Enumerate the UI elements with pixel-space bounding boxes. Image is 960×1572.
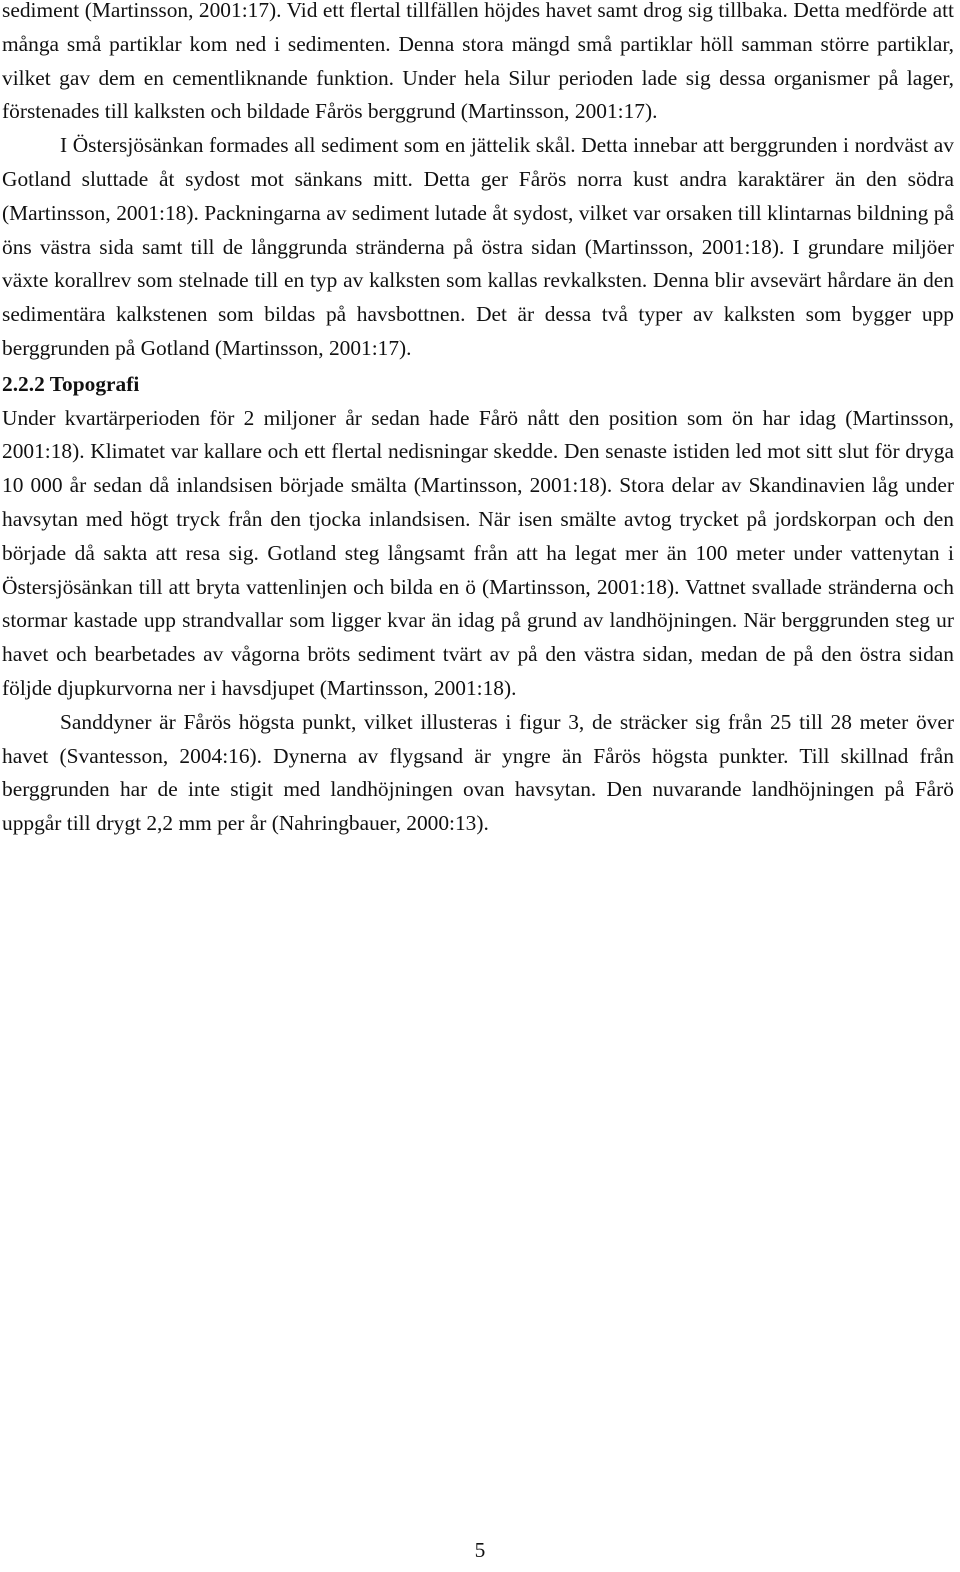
paragraph-berggrund-sediment: sediment (Martinsson, 2001:17). Vid ett flertal tillfällen höjdes havet samt drog sig tillbaka. Detta medförde att många små partiklar kom ned i sedimenten. Denna stora mängd små partiklar höll samman större partiklar, vilket gav dem en cementliknande funktion. Under hela Silur perioden lade sig dessa organismer på lager, förstenades till kalksten och bildade Fårös berggrund (Martinsson, 2001:17). [2, 0, 954, 124]
paragraph-ostersjosankan: I Östersjösänkan formades all sediment som en jättelik skål. Detta innebar att berggrunden i nordväst av Gotland sluttade åt sydost mot sänkans mitt. Detta ger Fårös norra kust andra karaktärer än den södra (Martinsson, 2001:18). Packningarna av sediment lutade åt sydost, vilket var orsaken till klintarnas bildning på öns västra sida samt till de långgrunda stränderna på östra sidan (Martinsson, 2001:18). I grundare miljöer växte korallrev som stelnade till en typ av kalksten som kallas revkalksten. Denna blir avsevärt hårdare än den sedimentära kalkstenen som bildas på havsbottnen. Det är dessa två typer av kalksten som bygger upp berggrunden på Gotland (Martinsson, 2001:17). [2, 133, 954, 360]
paragraph-sanddyner: Sanddyner är Fårös högsta punkt, vilket illusteras i figur 3, de sträcker sig från 25 till 28 meter över havet (Svantesson, 2004:16). Dynerna av flygsand är yngre än Fårös högsta punkter. Till skillnad från berggrunden har de inte stigit med landhöjningen ovan havsytan. Den nuvarande landhöjningen på Fårö uppgår till drygt 2,2 mm per år (Nahringbauer, 2000:13). [2, 709, 954, 836]
page-number: 5 [474, 1538, 486, 1562]
section-heading-topografi: 2.2.2 Topografi [2, 371, 140, 396]
body-text [2, 0, 954, 841]
paragraph-kvartarperioden: Under kvartärperioden för 2 miljoner år sedan hade Fårö nått den position som ön har idag (Martinsson, 2001:18). Klimatet var kallare och ett flertal nedisningar skedde. Den senaste istiden led mot sitt slut för dryga 10 000 år sedan då inlandsisen började smälta (Martinsson, 2001:18). Stora delar av Skandinavien låg under havsytan med högt tryck från den tjocka inlandsisen. När isen smälte avtog trycket på jordskorpan och den började då sakta att resa sig. Gotland steg långsamt från att ha legat mer än 100 meter under vattenytan i Östersjösänkan till att bryta vattenlinjen och bilda en ö (Martinsson, 2001:18). Vattnet svallade stränderna och stormar kastade upp strandvallar som ligger kvar än idag på grund av landhöjningen. När berggrunden steg ur havet och bearbetades av vågorna bröts sediment tvärt av på den västra sidan, medan de på den östra sidan följde djupkurvorna ner i havsdjupet (Martinsson, 2001:18). [2, 405, 954, 700]
